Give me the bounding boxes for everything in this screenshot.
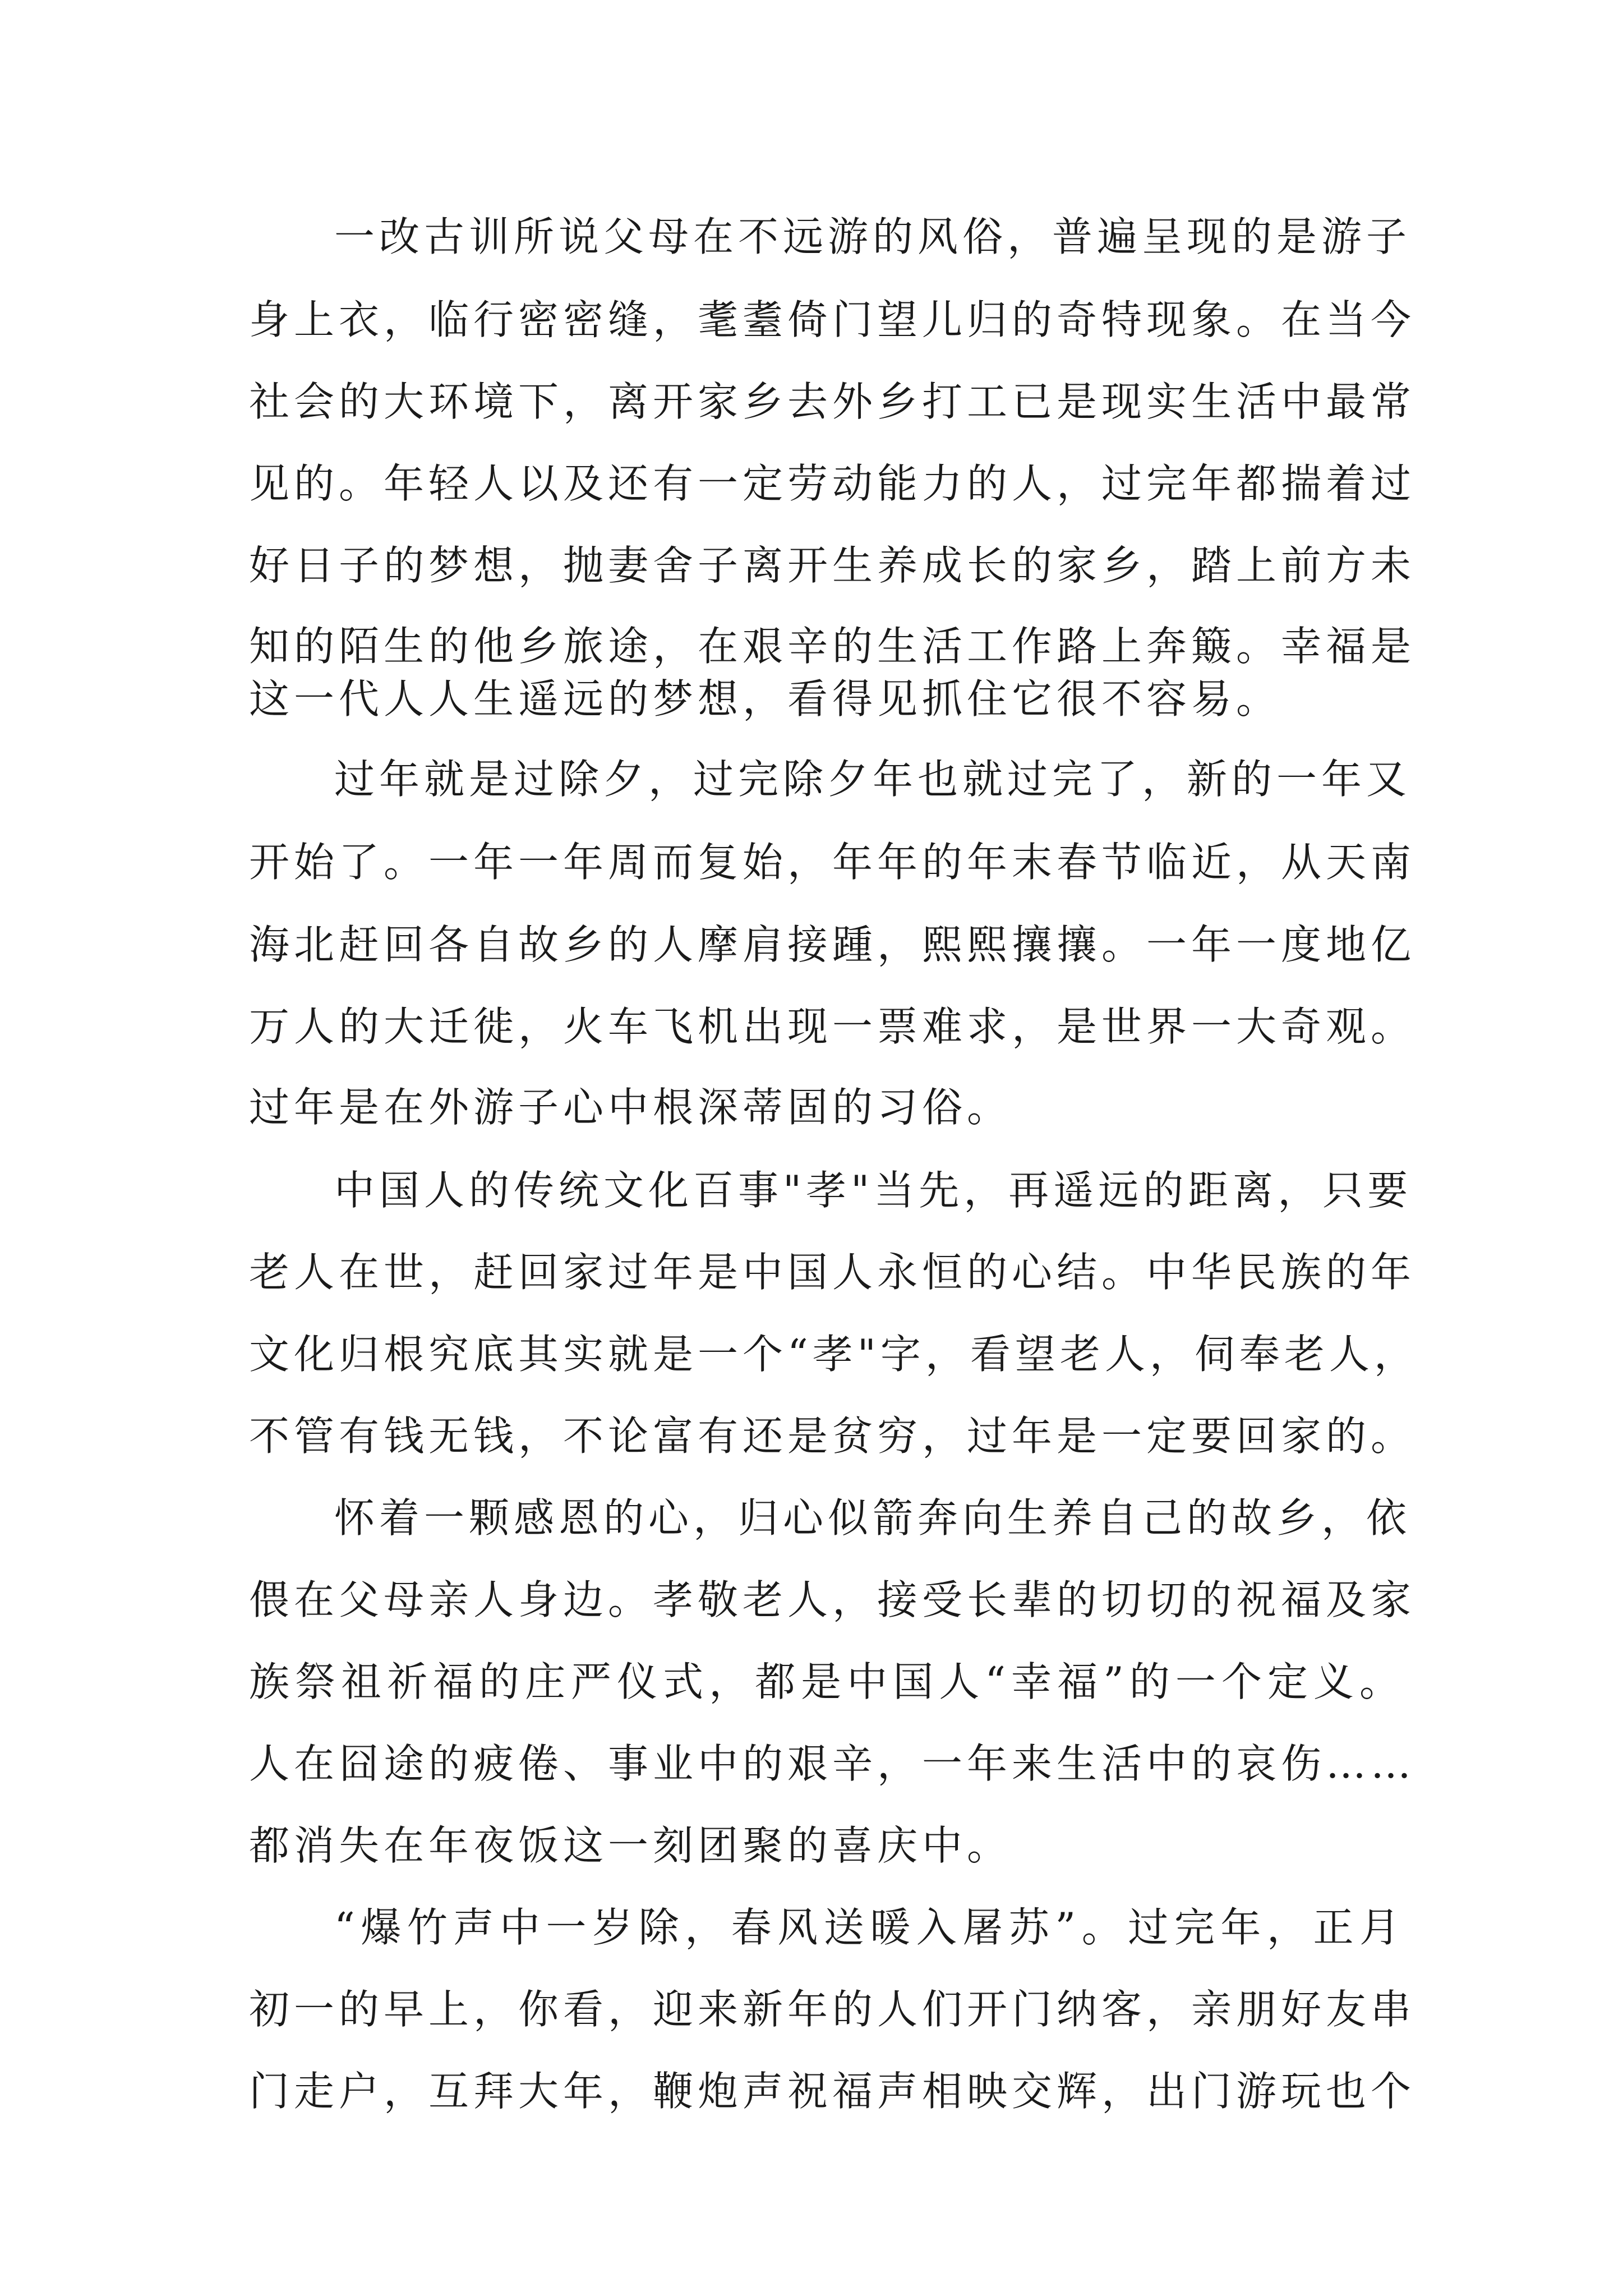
text-line: 海北赶回各自故乡的人摩肩接踵，熙熙攘攘。一年一度地亿	[249, 921, 1416, 968]
text-line: 族祭祖祈福的庄严仪式，都是中国人“幸福”的一个定义。	[249, 1658, 1404, 1705]
text-line: 人在囧途的疲倦、事业中的艰辛，一年来生活中的哀伤……	[249, 1740, 1416, 1787]
text-line: 偎在父母亲人身边。孝敬老人，接受长辈的切切的祝福及家	[249, 1576, 1416, 1623]
text-line: 都消失在年夜饭这一刻团聚的喜庆中。	[249, 1822, 1012, 1869]
text-line: 这一代人人生遥远的梦想，看得见抓住它很不容易。	[249, 675, 1281, 723]
text-line: 见的。年轻人以及还有一定劳动能力的人，过完年都揣着过	[249, 460, 1416, 507]
text-line: 门走户，互拜大年，鞭炮声祝福声相映交辉，出门游玩也个	[249, 2068, 1416, 2115]
text-line: 知的陌生的他乡旅途，在艰辛的生活工作路上奔簸。幸福是	[249, 623, 1416, 670]
text-line: 怀着一颗感恩的心，归心似箭奔向生养自己的故乡，依	[334, 1494, 1412, 1542]
text-line: 开始了。一年一年周而复始，年年的年末春节临近，从天南	[249, 839, 1416, 886]
text-line: 过年是在外游子心中根深蒂固的习俗。	[249, 1084, 1012, 1131]
text-line: 老人在世，赶回家过年是中国人永恒的心结。中华民族的年	[249, 1249, 1416, 1296]
text-line: 社会的大环境下，离开家乡去外乡打工已是现实生活中最常	[249, 378, 1416, 425]
text-line: 文化归根究底其实就是一个“孝"字，看望老人，伺奉老人，	[249, 1331, 1419, 1378]
text-line: 身上衣，临行密密缝，耄耋倚门望儿归的奇特现象。在当今	[249, 296, 1416, 343]
text-line: 万人的大迁徙，火车飞机出现一票难求，是世界一大奇观。	[249, 1003, 1416, 1050]
text-line: 好日子的梦想，抛妻舍子离开生养成长的家乡，踏上前方未	[249, 542, 1416, 589]
text-line: 一改古训所说父母在不远游的风俗，普遍呈现的是游子	[334, 213, 1412, 260]
text-line: “爆竹声中一岁除，春风送暖入屠苏”。过完年，正月	[334, 1904, 1404, 1951]
text-line: 初一的早上，你看，迎来新年的人们开门纳客，亲朋好友串	[249, 1986, 1416, 2033]
text-line: 中国人的传统文化百事"孝"当先，再遥远的距离，只要	[334, 1167, 1413, 1214]
text-line: 过年就是过除夕，过完除夕年也就过完了，新的一年又	[334, 756, 1412, 803]
text-line: 不管有钱无钱，不论富有还是贫穷，过年是一定要回家的。	[249, 1412, 1416, 1460]
